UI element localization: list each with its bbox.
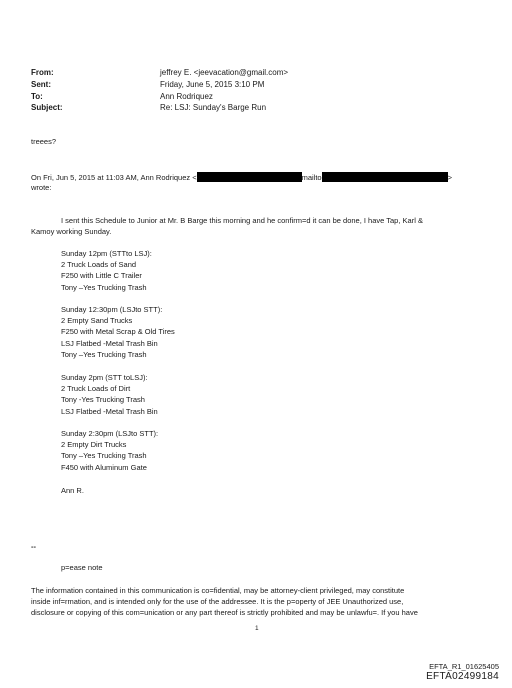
schedule-block-3 [61,372,158,417]
disclaimer-line-2: inside inf=rmation, and is intended only for the use of the addressee. It is the p=operty of JEE Unauthorized use, [31,597,404,606]
schedule-line: Tony -Yes Trucking Trash [61,395,145,405]
schedule-block-2 [61,304,175,360]
quote-wrote: wrote: [31,183,52,192]
signature: Ann R. [61,486,84,495]
to-value: Ann Rodriquez [160,92,213,101]
schedule-line: Sunday 12:30pm (LSJto STT): [61,305,163,314]
quote-prefix: On Fri, Jun 5, 2015 at 11:03 AM, Ann Rodriquez < [31,173,197,182]
footer-id-2: EFTA02499184 [426,671,499,682]
redaction-bar [322,172,448,182]
quote-suffix: > [447,173,452,182]
quote-header [31,172,452,182]
schedule-line: F250 with Metal Scrap & Old Tires [61,327,175,337]
separator: -- [31,542,36,551]
from-value: jeffrey E. <jeevacation@gmail.com> [160,68,289,77]
schedule-block-1 [61,248,152,293]
page-number: 1 [255,625,259,632]
intro-line-2: Kamoy working Sunday. [31,227,112,236]
to-label: To: [31,92,43,101]
redaction-bar [197,172,302,182]
schedule-line: 2 Truck Loads of Sand [61,260,137,270]
quote-mailto: mailto [301,173,322,182]
footer-id-1: EFTA_R1_01625405 [429,662,499,671]
reply-text: treees? [31,137,57,146]
disclaimer-line-3: disclosure or copying of this com=unication or any part thereof is strictly prohibited and may be unlawfu=. If you have [31,608,418,617]
schedule-line: Sunday 12pm (STTto LSJ): [61,249,152,258]
subject-value: Re: LSJ: Sunday's Barge Run [160,103,267,112]
schedule-line: Sunday 2:30pm (LSJto STT): [61,429,159,438]
from-label: From: [31,68,54,77]
schedule-line: LSJ Flatbed -Metal Trash Bin [61,406,158,416]
subject-label: Subject: [31,103,63,112]
schedule-line: F450 with Aluminum Gate [61,462,147,472]
schedule-line: 2 Empty Dirt Trucks [61,440,127,450]
schedule-line: 2 Empty Sand Trucks [61,316,133,326]
schedule-line: LSJ Flatbed -Metal Trash Bin [61,338,158,348]
intro-line-1: I sent this Schedule to Junior at Mr. B Barge this morning and he confirm=d it can be done, I have Tap, Karl & [61,216,423,225]
sent-label: Sent: [31,80,51,89]
schedule-line: Tony –Yes Trucking Trash [61,451,147,461]
schedule-line: Tony –Yes Trucking Trash [61,282,147,292]
schedule-block-4 [61,428,158,473]
please-note: p=ease note [61,563,103,572]
schedule-line: 2 Truck Loads of Dirt [61,384,131,394]
schedule-line: Tony –Yes Trucking Trash [61,349,147,359]
sent-value: Friday, June 5, 2015 3:10 PM [160,80,265,89]
schedule-line: Sunday 2pm (STT toLSJ): [61,373,148,382]
schedule-line: F250 with Little C Trailer [61,271,142,281]
disclaimer-line-1: The information contained in this communication is co=fidential, may be attorney-client privileged, may constitute [31,586,405,595]
